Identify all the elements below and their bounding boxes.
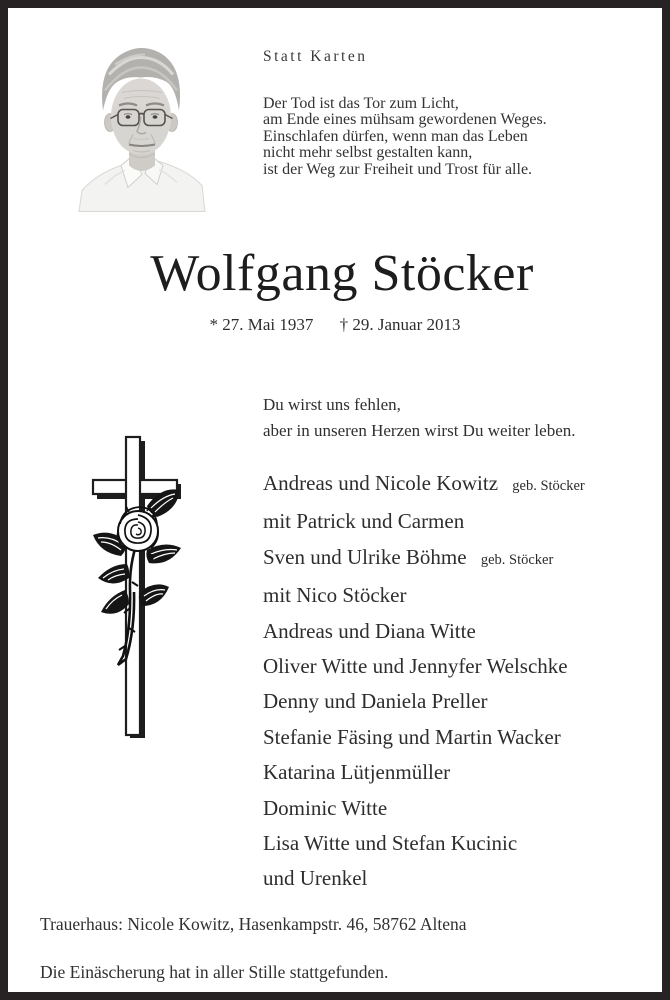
- mourner-name: Dominic Witte: [263, 795, 388, 820]
- mourners-list: [263, 466, 585, 897]
- poem-line: ist der Weg zur Freiheit und Trost für alle.: [263, 160, 533, 178]
- birth-date: * 27. Mai 1937: [209, 315, 314, 334]
- mourner-maiden-name: geb. Stöcker: [480, 551, 554, 568]
- poem-line: Der Tod ist das Tor zum Licht,: [263, 95, 459, 112]
- poem-line: nicht mehr selbst gestalten kann,: [263, 144, 473, 162]
- mourner-name: Denny und Daniela Preller: [263, 689, 488, 714]
- farewell-line: aber in unseren Herzen wirst Du weiter leben.: [263, 420, 576, 440]
- mourner-line: [263, 791, 585, 826]
- mourner-line: [263, 578, 585, 613]
- mourner-name: Andreas und Diana Witte: [263, 618, 476, 643]
- cremation-note-line: Die Einäscherung hat in aller Stille stattgefunden.: [40, 962, 389, 982]
- mourner-name: mit Patrick und Carmen: [263, 509, 465, 534]
- mourner-line: [263, 684, 585, 719]
- mourner-name: Katarina Lütjenmüller: [263, 760, 451, 785]
- mourner-name: und Urenkel: [263, 866, 368, 891]
- portrait-photo-illustration: [75, 34, 208, 212]
- death-date: † 29. Januar 2013: [339, 315, 461, 334]
- cross-rose-icon: [85, 432, 189, 744]
- mourner-line: [263, 614, 585, 649]
- mourning-house-line: Trauerhaus: Nicole Kowitz, Hasenkampstr. 46, 58762 Altena: [40, 914, 467, 934]
- mourner-name: mit Nico Stöcker: [263, 583, 407, 608]
- mourner-line: [263, 540, 585, 578]
- farewell-text: [263, 392, 575, 443]
- mourner-line: [263, 504, 585, 539]
- mourner-name: Lisa Witte und Stefan Kucinic: [263, 831, 518, 856]
- mourner-maiden-name: geb. Stöcker: [512, 478, 585, 494]
- mourner-line: [263, 649, 585, 684]
- mourner-name: Sven und Ulrike Böhme: [263, 544, 467, 569]
- mourner-line: [263, 466, 585, 504]
- mourner-line: [263, 861, 585, 896]
- pre-text: Statt Karten: [263, 48, 368, 65]
- portrait-photo: [75, 34, 208, 212]
- cross-rose-illustration: [85, 432, 189, 744]
- life-dates: [8, 315, 662, 335]
- poem-line: Einschlafen dürfen, wenn man das Leben: [263, 127, 528, 145]
- mourner-line: [263, 720, 585, 755]
- poem-line: am Ende eines mühsam gewordenen Weges.: [263, 111, 547, 129]
- deceased-name: Wolfgang Stöcker: [150, 245, 534, 302]
- mourner-line: [263, 826, 585, 861]
- mourner-name: Oliver Witte und Jennyfer Welschke: [263, 654, 568, 679]
- mourner-line: [263, 755, 585, 790]
- farewell-line: Du wirst uns fehlen,: [263, 395, 401, 414]
- mourner-name: Andreas und Nicole Kowitz: [263, 471, 499, 495]
- mourner-name: Stefanie Fäsing und Martin Wacker: [263, 724, 561, 749]
- poem: [263, 96, 547, 178]
